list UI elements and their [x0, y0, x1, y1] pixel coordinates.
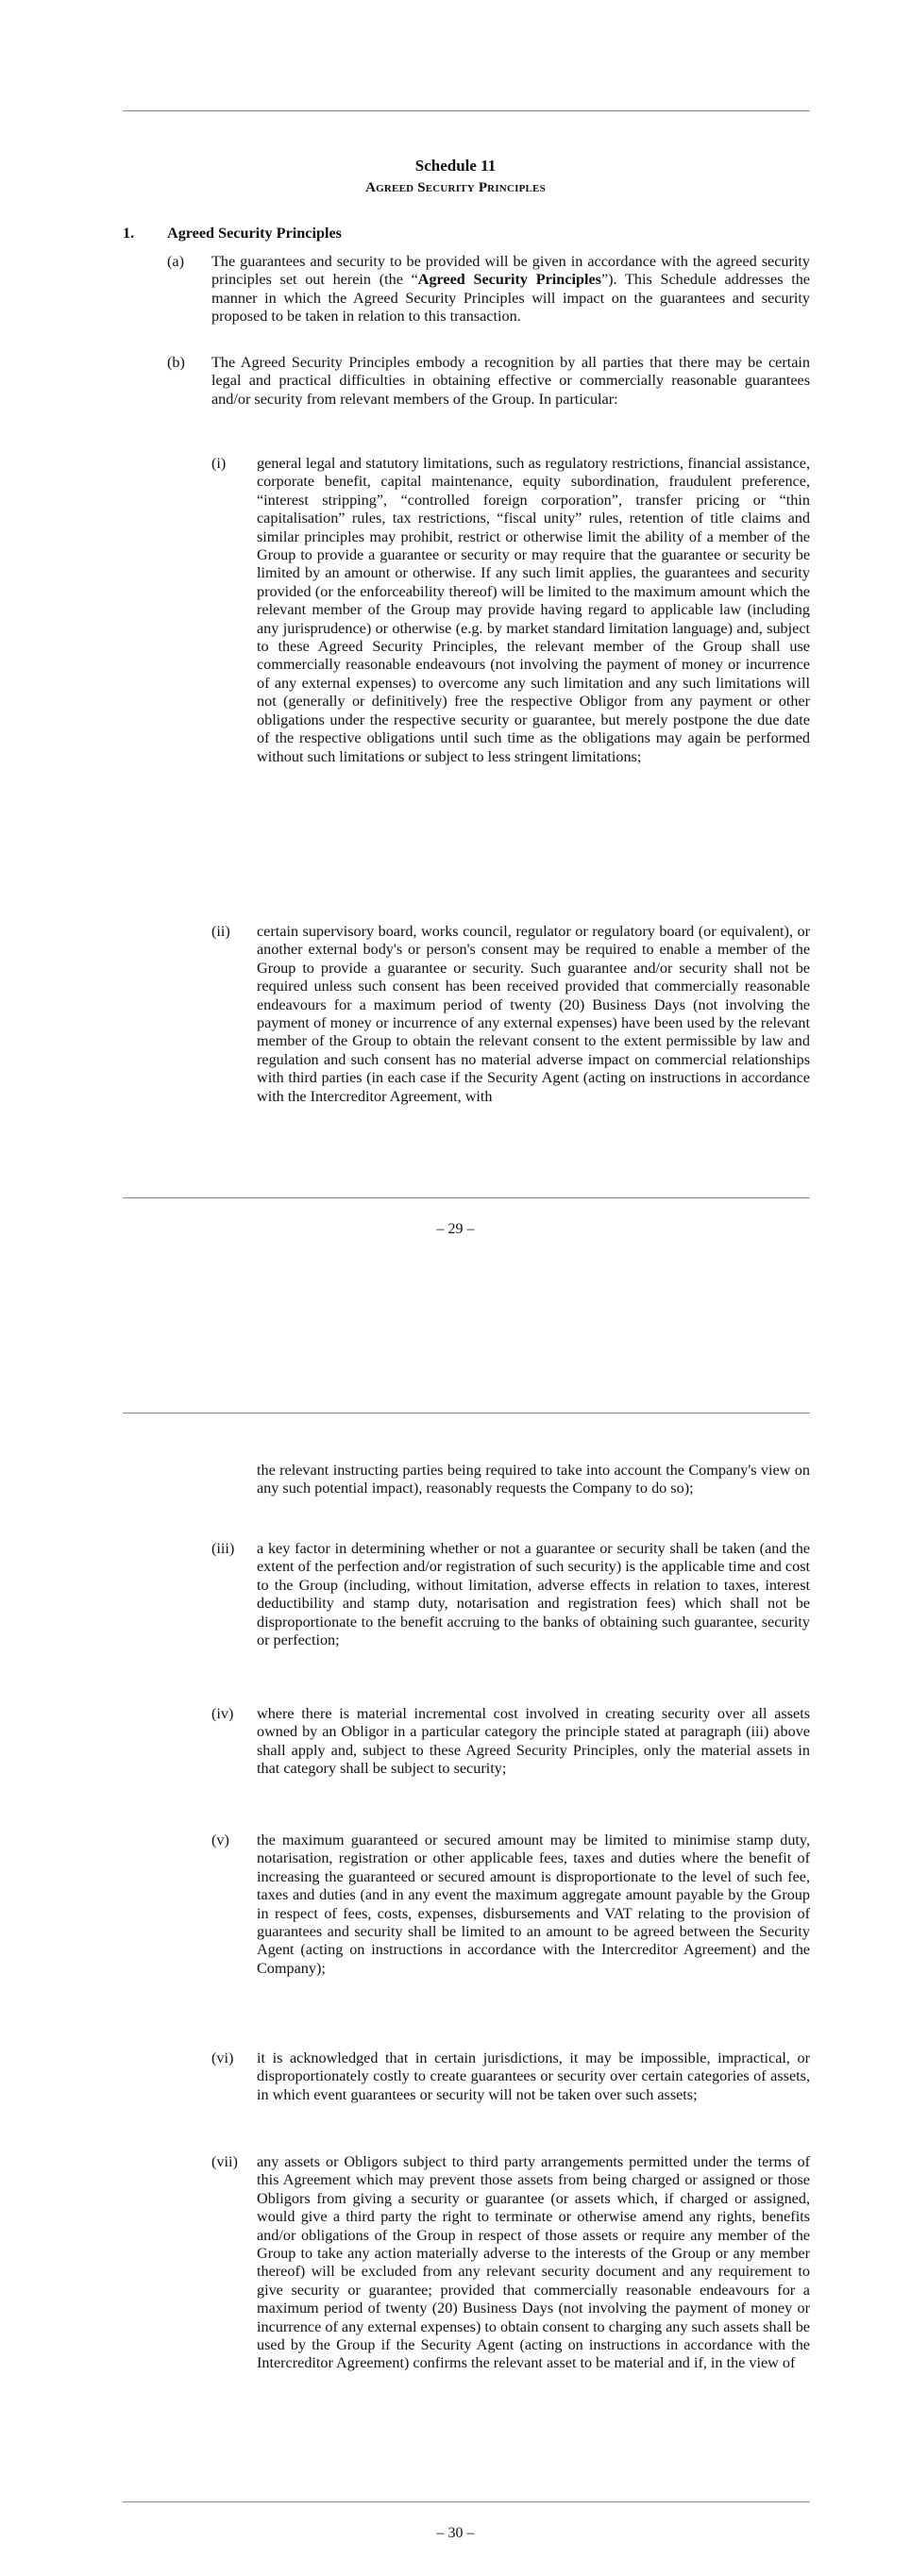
item-v-text: the maximum guaranteed or secured amount may be limited to minimise stamp duty, notarisation, registration or other applicable fees, taxes and duties where the benefit of increasing the guaranteed or secured amount is disproportionate to the level of such fee, taxes and duties (and in any event the maximum aggregate amount payable by the Group in respect of fees, costs, expenses, disbursements and VAT relating to the provision of guarantees and security shall be limited to an amount to be agreed between the Security Agent (acting on instructions in accordance with the Intercreditor Agreement) and the Company); — [257, 1832, 810, 1977]
item-vii-text: any assets or Obligors subject to third party arrangements permitted under the terms of this Agreement which may prevent those assets from being charged or assigned or those Obligors from giving a security or guarantee (or assets which, if charged or assigned, would give a third party the right to terminate or otherwise amend any rights, benefits and/or obligations of the Group in respect of those assets or require any member of the Group to take any action materially adverse to the interests of the Group or any member thereof) will be excluded from any relevant security document and any requirement to give security or guarantee; provided that commercially reasonable endeavours for a maximum period of twenty (20) Business Days (not involving the payment of money or incurrence of any external expenses) to obtain consent to charging any such assets shall be used by the Group if the Security Agent (acting on instructions in accordance with the Intercreditor Agreement) confirms the relevant asset to be material and if, in the view of — [257, 2153, 810, 2372]
section-number: 1. — [123, 225, 135, 242]
schedule-title: Schedule 11 — [414, 157, 497, 175]
page-number-30: – 30 – — [436, 2525, 475, 2541]
item-v-label: (v) — [211, 1832, 229, 1848]
para-a-text-before: The guarantees and security to be provided will be given in accordance with the agreed security principles set out herein (the “ — [211, 253, 810, 289]
item-ii-text: certain supervisory board, works council, regulator or regulatory board (or equivalent), or another external body's or person's consent may be required to enable a member of the Group to provide a guarantee or security. Such guarantee and/or security shall not be required unless such consent has been received provided that commercially reasonable endeavours for a maximum period of twenty (20) Business Days (not involving the payment of money or incurrence of any external expenses) have been used by the relevant member of the Group to obtain the relevant consent to the extent permissible by law and regulation and such consent has no material adverse impact on commercial relationships with third parties (in each case if the Security Agent (acting on instructions in accordance with the Intercreditor Agreement, with — [257, 923, 810, 1105]
para-a-text — [211, 253, 810, 326]
page-1-bottom-rule — [123, 1197, 810, 1198]
item-i-text: general legal and statutory limitations, such as regulatory restrictions, financial assistance, corporate benefit, capital maintenance, equity subordination, fraudulent preference, “interest stripping”, “controlled foreign corporation”, transfer pricing or “thin capitalisation” rules, tax restrictions, “fiscal unity” rules, retention of title claims and similar principles may prohibit, restrict or otherwise limit the ability of a member of the Group to provide a guarantee or security or may require that the guarantee or security be limited by an amount or otherwise. If any such limit applies, the guarantees and security provided (or the enforceability thereof) will be limited to the maximum amount which the relevant member of the Group may provide having regard to applicable law (including any jurisprudence) or otherwise (e.g. by market standard limitation language) and, subject to these Agreed Security Principles, the relevant member of the Group shall use commercially reasonable endeavours (not involving the payment of money or incurrence of any external expenses) to overcome any such limitation and any such limitations will not (generally or definitively) free the respective Obligor from any payment or other obligations under the respective security or guarantee, but merely postpone the due date of the respective obligations until such time as the obligations may again be performed without such limitations or subject to less stringent limitations; — [257, 455, 810, 765]
page-2-bottom-rule — [123, 2501, 810, 2502]
page-number-29: – 29 – — [436, 1221, 475, 1237]
item-iii-text: a key factor in determining whether or not a guarantee or security shall be taken (and the extent of the perfection and/or registration of such security) is the applicable time and cost to the Group (including, without limitation, adverse effects in relation to taxes, interest deductibility and stamp duty, notarisation and registration fees) which shall not be disproportionate to the benefit accruing to the banks of obtaining such guarantee, security or perfection; — [257, 1540, 810, 1649]
para-a-text-after: ”). This Schedule addresses the manner in which the Agreed Security Principles will impact on the guarantees and security proposed to be taken in relation to this transaction. — [211, 271, 810, 326]
item-iv-text: where there is material incremental cost involved in creating security over all assets owned by an Obligor in a particular category the principle stated at paragraph (iii) above shall apply and, subject to these Agreed Security Principles, only the material assets in that category shall be subject to security; — [257, 1705, 810, 1778]
item-vi-label: (vi) — [211, 2049, 234, 2066]
para-b-text: The Agreed Security Principles embody a recognition by all parties that there may be certain legal and practical difficulties in obtaining effective or commercially reasonable guarantees and/or security from relevant members of the Group. In particular: — [211, 354, 810, 408]
item-vii-label: (vii) — [211, 2153, 238, 2170]
item-vi-text: it is acknowledged that in certain jurisdictions, it may be impossible, impractical, or disproportionately costly to create guarantees or security over certain categories of assets, in which event guarantees or security will not be taken over such assets; — [257, 2049, 810, 2103]
item-i-label: (i) — [211, 455, 227, 472]
item-ii-continuation: the relevant instructing parties being required to take into account the Company's view on any such potential impact), reasonably requests the Company to do so); — [257, 1462, 810, 1497]
item-ii-label: (ii) — [211, 923, 230, 940]
para-a-label: (a) — [167, 253, 184, 270]
para-a-defined-term: Agreed Security Principles — [417, 271, 601, 289]
schedule-subtitle: Agreed Security Principles — [365, 180, 546, 195]
section-heading: Agreed Security Principles — [167, 225, 342, 242]
para-b-label: (b) — [167, 354, 185, 371]
page-1-top-rule — [123, 110, 810, 111]
item-iv-label: (iv) — [211, 1705, 234, 1722]
item-iii-label: (iii) — [211, 1540, 235, 1557]
